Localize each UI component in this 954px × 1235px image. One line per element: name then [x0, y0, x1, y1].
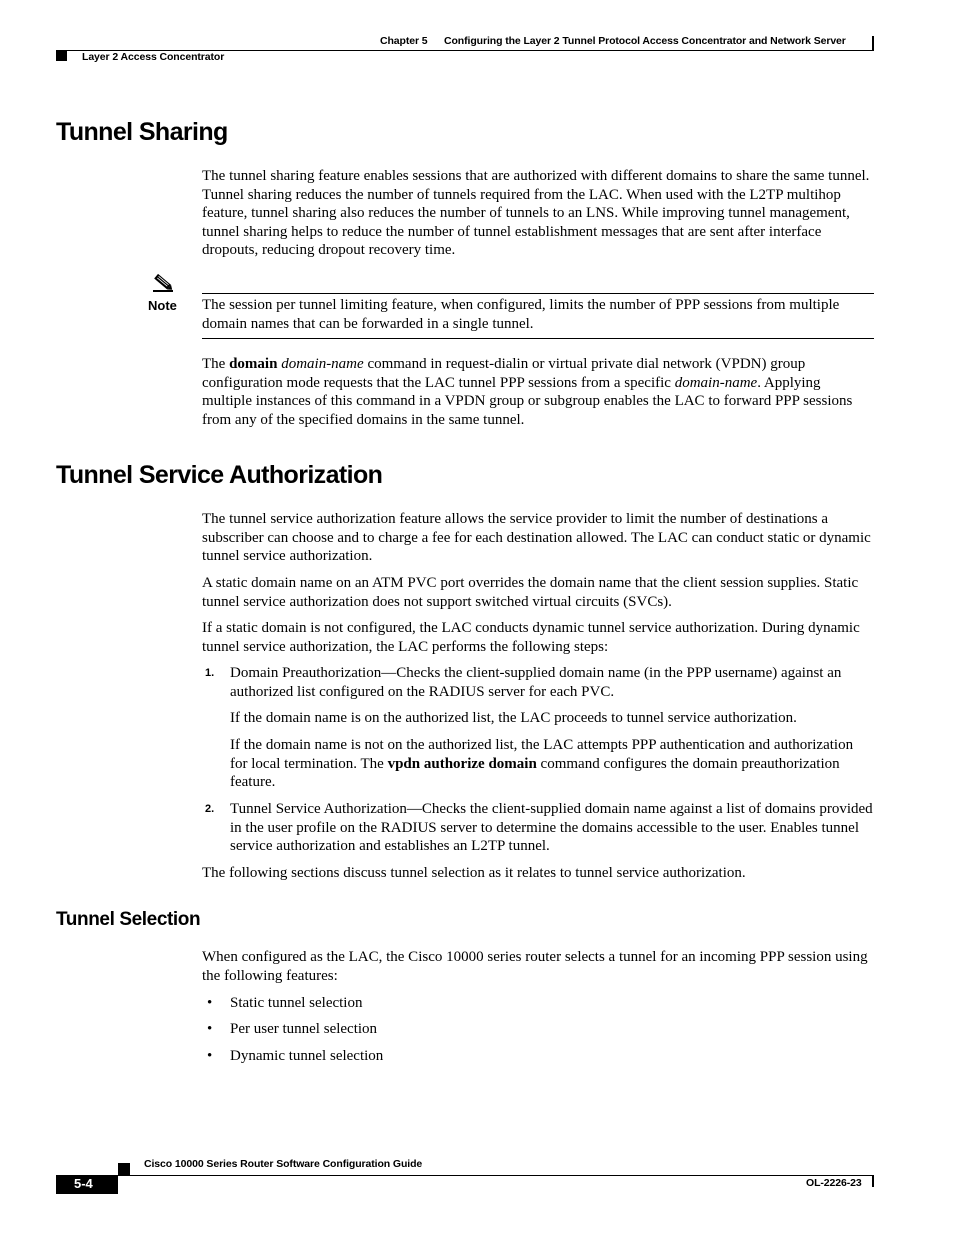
tsa-paragraph-1: The tunnel service authorization feature allows the service provider to limit the number of destinations a subscriber can choose and to charge a fee for each destination allowed. The LAC can conduct static or dynamic tunnel service authorization.: [202, 511, 871, 565]
domain-name-argument: domain-name: [281, 356, 364, 372]
note-bottom-rule: [202, 338, 874, 339]
heading-tunnel-service-authorization: Tunnel Service Authorization: [56, 461, 383, 489]
footer-block-marker: [118, 1163, 130, 1175]
tsa-paragraph-2: A static domain name on an ATM PVC port overrides the domain name that the client session supplies. Static tunnel service authorization does not support switched virtual circuits (SVCs).: [202, 575, 859, 610]
tunnel-sharing-paragraph-1: The tunnel sharing feature enables sessions that are authorized with different domains to share the same tunnel. Tunnel sharing reduces the number of tunnels required from the LAC. When used with the L2TP multihop feature, tunnel sharing also reduces the number of tunnels to an LNS. While improving tunnel management, tunnel sharing helps to reduce the number of tunnel establishment messages that are sent after interface dropouts, reducing dropout recovery time.: [202, 168, 870, 259]
step-2-number: 2.: [205, 803, 215, 815]
vpdn-authorize-domain-command: vpdn authorize domain: [387, 755, 537, 772]
domain-command: domain: [229, 356, 278, 372]
note-top-rule: [202, 293, 874, 294]
header-chapter: Chapter 5: [380, 35, 428, 47]
footer-doc-id: OL-2226-23: [806, 1177, 862, 1189]
step-2-text: Tunnel Service Authorization—Checks the client-supplied domain name against a list of domains provided in the user profile on the RADIUS server to determine the domains accessible to the user. Enables tunnel service authorization and establishes an L2TP tunnel.: [230, 801, 873, 855]
footer-page-number: 5-4: [74, 1176, 93, 1191]
heading-tunnel-selection: Tunnel Selection: [56, 909, 201, 930]
footer-rule: [56, 1175, 874, 1176]
note-text: The session per tunnel limiting feature, when configured, limits the number of PPP sessions from multiple domain names that can be forwarded in a single tunnel.: [202, 297, 840, 332]
header-right-rule-vertical: [872, 36, 874, 50]
bullet-dot-3: •: [207, 1048, 213, 1064]
note-pencil-icon: [150, 270, 176, 294]
footer-page-number-box: [56, 1175, 118, 1194]
bullet-item-2: Per user tunnel selection: [230, 1021, 378, 1037]
step-1-number: 1.: [205, 667, 215, 679]
header-section: Layer 2 Access Concentrator: [82, 51, 225, 63]
tsa-paragraph-3: If a static domain is not configured, the LAC conducts dynamic tunnel service authorization. During dynamic tunnel service authorization, the LAC performs the following steps:: [202, 620, 860, 655]
bullet-dot-1: •: [207, 995, 213, 1011]
header-block-marker: [56, 50, 67, 61]
domain-name-argument-2: domain-name: [674, 374, 758, 391]
tsa-paragraph-4: The following sections discuss tunnel selection as it relates to tunnel service authorization.: [202, 865, 746, 881]
step-1-sub-paragraph-2: If the domain name is not on the authorized list, the LAC attempts PPP authentication and authorization for local termination. The vpdn authorize domain command configures the domain preauthorization feature.: [230, 737, 854, 791]
bullet-item-3: Dynamic tunnel selection: [230, 1048, 384, 1064]
note-label: Note: [148, 298, 177, 313]
tunnel-sharing-paragraph-2: The domain domain-name command in request-dialin or virtual private dial network (VPDN) group configuration mode requests that the LAC tunnel PPP sessions from a specific domain-name. Applying multiple instances of this command in a VPDN group or subgroup enables the LAC to forward PPP sessions from any of the specified domains in the same tunnel.: [202, 356, 853, 428]
step-1-text: Domain Preauthorization—Checks the client-supplied domain name (in the PPP username) against an authorized list configured on the RADIUS server for each PVC.: [230, 665, 842, 700]
step-1-sub-paragraph-1: If the domain name is on the authorized list, the LAC proceeds to tunnel service authorization.: [230, 710, 797, 726]
bullet-item-1: Static tunnel selection: [230, 995, 363, 1011]
footer-guide-title: Cisco 10000 Series Router Software Configuration Guide: [144, 1158, 423, 1170]
footer-right-rule-vertical: [872, 1175, 874, 1187]
heading-tunnel-sharing: Tunnel Sharing: [56, 118, 228, 146]
header-chapter-title: Configuring the Layer 2 Tunnel Protocol Access Concentrator and Network Server: [444, 35, 846, 47]
tunnel-selection-paragraph-1: When configured as the LAC, the Cisco 10000 series router selects a tunnel for an incoming PPP session using the following features:: [202, 949, 868, 984]
bullet-dot-2: •: [207, 1021, 213, 1037]
